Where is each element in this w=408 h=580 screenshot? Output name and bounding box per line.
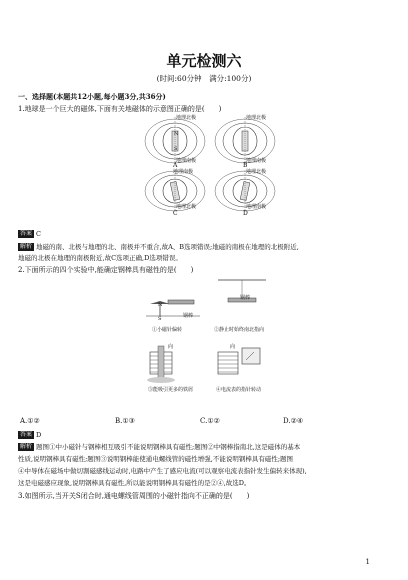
page-subtitle: (时间:60分钟 满分:100分): [156, 74, 252, 83]
question-3-text: 3.如图所示,当开关S闭合时,通电螺线管周围的小磁针指向不正确的是( ): [18, 492, 250, 500]
q2-caption-1: ①小磁针偏转: [152, 327, 183, 333]
q1-figure: [140, 113, 280, 217]
q2-option-b: B.①③: [115, 417, 135, 425]
q1-option-c: C: [173, 210, 178, 217]
q2-label-steel2: 钢棒: [240, 295, 251, 301]
q1-analysis-line1: 解析 地磁的南、北极与地理的北、南极并不重合,故A、B选项错误;地磁的南极在地理的北极附近,: [20, 243, 299, 251]
page-title: 单元检测六: [166, 52, 242, 70]
q2-analysis-line1: 解析 题图①中小磁针与钢棒相互吸引不能说明钢棒具有磁性;题图②中钢棒指南北,这是磁体的基本: [20, 443, 301, 451]
q2-fig4: [218, 348, 260, 374]
q1-label-south-a: 地理南极: [176, 158, 197, 164]
q2-label-n: N: [158, 302, 163, 308]
q1-label-north-d: 地理北极: [246, 169, 267, 175]
q1-pole-n: N: [174, 131, 179, 137]
q1-label-north-b: 地理北极: [246, 115, 267, 121]
q1-label-south-c: 地理北极: [176, 204, 197, 210]
q2-analysis-line2: 性质,说明钢棒具有磁性;题图③说明钢棒能使通电螺线管的磁性增强,不能说明钢棒具有磁性;题图: [18, 455, 294, 463]
analysis-tag: 解析: [20, 443, 33, 450]
answer-tag: 答案: [20, 431, 33, 438]
q2-label-up2: 向: [230, 344, 236, 350]
page-number: 1: [365, 558, 370, 566]
q1-analysis-line2: 地磁的北极在地理的南极附近,故C选项正确,D选项错误。: [18, 254, 182, 262]
question-2-text: 2.下面所示的四个实验中,能确定钢棒具有磁性的是( ): [18, 266, 194, 274]
q1-label-north-c: 地理南极: [173, 169, 194, 175]
q2-option-a: A.①②: [20, 417, 40, 425]
q2-caption-2: ②静止时始终南北指向: [214, 327, 265, 333]
answer-tag: 答案: [20, 230, 33, 237]
q2-option-d: D.②④: [283, 417, 304, 425]
q1-label-south-d: 地理南极: [246, 204, 267, 210]
q1-option-d: D: [243, 210, 248, 217]
q1-pole-s: S: [174, 146, 178, 152]
analysis-tag: 解析: [20, 243, 33, 250]
q2-analysis-line4: 这是电磁感应现象,说明钢棒具有磁性,所以能说明钢棒具有磁性的是②④,故选D。: [18, 479, 251, 487]
q1-answer: [18, 229, 41, 240]
q2-figure: [140, 276, 272, 400]
q2-answer-value: D: [36, 431, 42, 439]
q1-answer-value: C: [36, 230, 41, 238]
q2-analysis-line3: ④中导体在磁场中做切割磁感线运动时,电路中产生了感应电流(可以观察电流表指针发生偏转来体现),: [18, 467, 307, 475]
q1-label-north-a: 地理北极: [176, 115, 197, 121]
q2-label-steel: 钢棒: [183, 313, 194, 319]
q1-label-south-b: 地理南极: [246, 158, 267, 164]
q2-answer: [18, 430, 41, 441]
q2-option-c: C.①②: [200, 417, 220, 425]
q2-fig3: [147, 346, 175, 383]
q2-label-up: 向: [168, 344, 174, 350]
q1-option-a: A: [173, 162, 178, 169]
q2-caption-4: ④电流表的指针转动: [216, 387, 262, 393]
q1-option-b: B: [243, 162, 248, 169]
q2-caption-3: ③能吸引更多的铁屑: [148, 387, 194, 393]
q2-label-s: S: [158, 316, 162, 322]
section-heading: 一、选择题(本题共12小题,每小题3分,共36分): [18, 92, 166, 101]
question-1-text: 1.地球是一个巨大的磁体,下面有关地磁体的示意图正确的是( ): [18, 105, 222, 113]
